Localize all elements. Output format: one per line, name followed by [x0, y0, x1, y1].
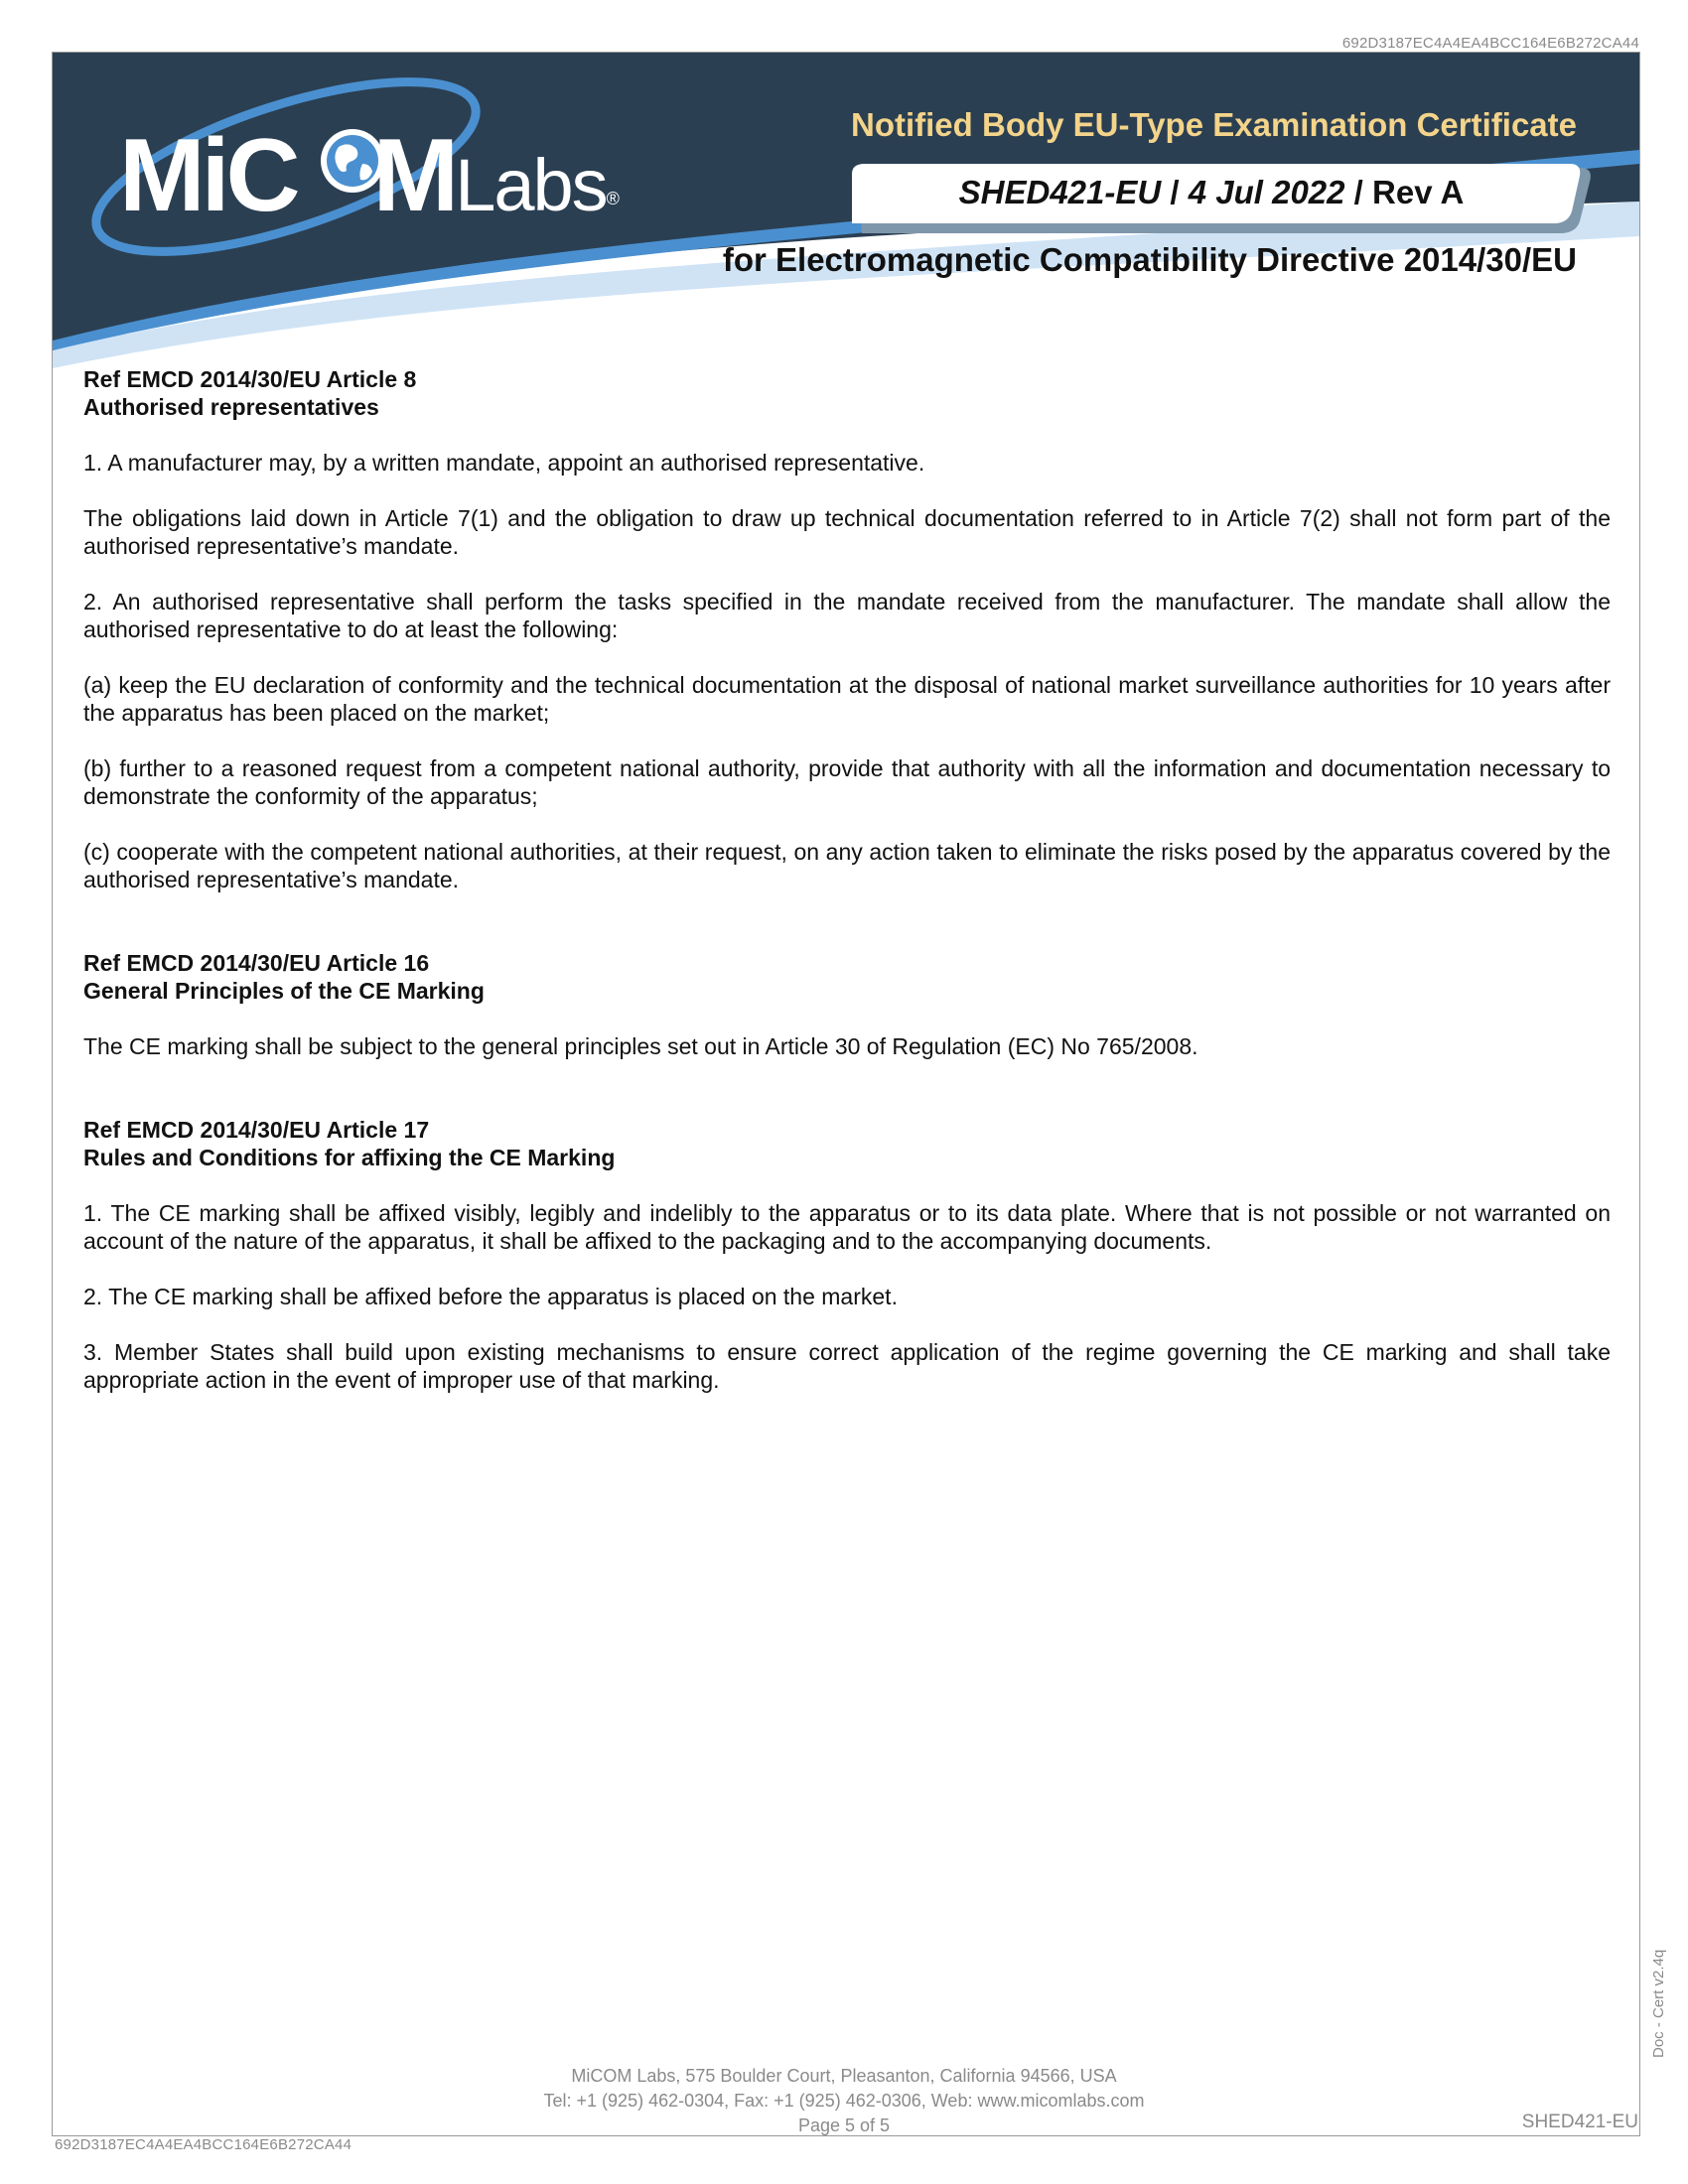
section-article-8	[83, 365, 1611, 893]
certificate-reference	[854, 174, 1569, 211]
section-ref: Ref EMCD 2014/30/EU Article 8	[83, 366, 417, 392]
section-ref: Ref EMCD 2014/30/EU Article 17	[83, 1117, 430, 1143]
footer-address: MiCOM Labs, 575 Boulder Court, Pleasanton, California 94566, USA	[571, 2066, 1117, 2086]
section-article-16	[83, 949, 1611, 1060]
reference-separator: /	[1161, 174, 1189, 210]
paragraph: 3. Member States shall build upon existing mechanisms to ensure correct application of the regime governing the CE marking and shall take appropriate action in the event of improper use of that marking.	[83, 1339, 1611, 1393]
document-id-top: 692D3187EC4A4EA4BCC164E6B272CA44	[1341, 35, 1639, 52]
paragraph: (a) keep the EU declaration of conformity and the technical documentation at the disposal of national market surveillance authorities for 10 years after the apparatus has been placed on the market;	[83, 672, 1611, 726]
paragraph: 1. A manufacturer may, by a written mandate, appoint an authorised representative.	[83, 450, 925, 476]
document-id-bottom: 692D3187EC4A4EA4BCC164E6B272CA44	[55, 2136, 352, 2153]
certificate-date: 4 Jul 2022	[1188, 174, 1345, 210]
section-title: General Principles of the CE Marking	[83, 978, 485, 1004]
footer-certificate-code: SHED421-EU	[1521, 2112, 1638, 2132]
paragraph: The CE marking shall be subject to the general principles set out in Article 30 of Regulation (EC) No 765/2008.	[83, 1033, 1198, 1059]
paragraph: 1. The CE marking shall be affixed visibly, legibly and indelibly to the apparatus or to its data plate. Where that is not possible or not warranted on account of the nature of the apparatus, it shall be affixed to the packaging and to the accompanying documents.	[83, 1200, 1611, 1254]
paragraph: The obligations laid down in Article 7(1) and the obligation to draw up technical documentation referred to in Article 7(2) shall not form part of the authorised representative’s mandate.	[83, 505, 1611, 559]
paragraph: 2. An authorised representative shall perform the tasks specified in the mandate received from the manufacturer. The mandate shall allow the authorised representative to do at least the following:	[83, 589, 1611, 642]
page-number: Page 5 of 5	[797, 2116, 891, 2135]
paragraph: (b) further to a reasoned request from a competent national authority, provide that authority with all the information and documentation necessary to demonstrate the conformity of the apparatus;	[83, 755, 1611, 809]
document-body	[83, 365, 1611, 1394]
micom-labs-logo: MiC MLabs®	[119, 118, 616, 233]
section-title: Authorised representatives	[83, 394, 379, 420]
section-article-17	[83, 1116, 1611, 1394]
document-version: Doc - Cert v2.4q	[1650, 1949, 1667, 2058]
footer-contact: Tel: +1 (925) 462-0304, Fax: +1 (925) 462-0306, Web: www.micomlabs.com	[543, 2091, 1145, 2111]
certificate-revision: Rev A	[1372, 174, 1465, 210]
reference-separator: /	[1344, 174, 1373, 210]
directive-subtitle: for Electromagnetic Compatibility Directive 2014/30/EU	[722, 241, 1577, 278]
section-ref: Ref EMCD 2014/30/EU Article 16	[83, 950, 430, 976]
certificate-title: Notified Body EU-Type Examination Certificate	[851, 106, 1577, 143]
paragraph: 2. The CE marking shall be affixed before the apparatus is placed on the market.	[83, 1284, 898, 1309]
page-footer	[0, 2064, 1688, 2138]
section-title: Rules and Conditions for affixing the CE Marking	[83, 1145, 616, 1170]
certificate-code: SHED421-EU	[958, 174, 1162, 210]
paragraph: (c) cooperate with the competent national authorities, at their request, on any action taken to eliminate the risks posed by the apparatus covered by the authorised representative’s mandate.	[83, 839, 1611, 892]
